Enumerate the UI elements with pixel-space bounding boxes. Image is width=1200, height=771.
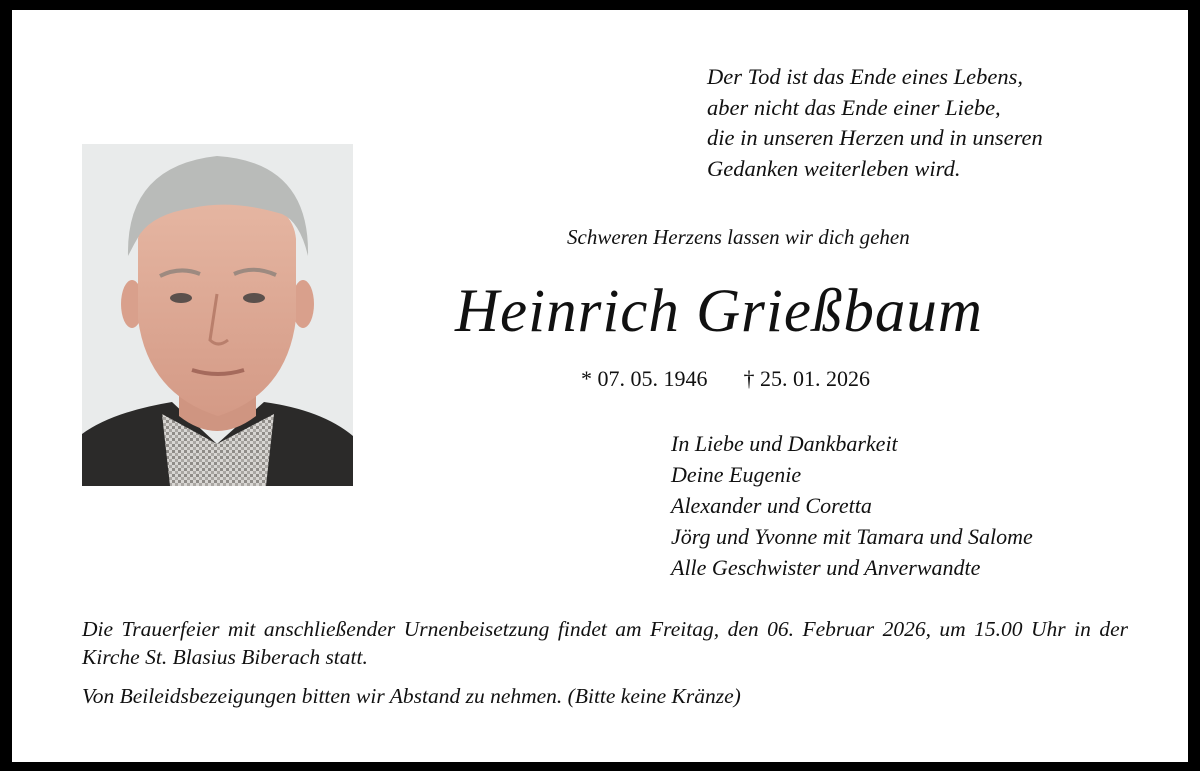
- service-announcement: Die Trauerfeier mit anschließender Urnenbeisetzung findet am Freitag, den 06. Februar 2026, um 15.00 Uhr in der Kirche St. Blasius Biberach statt.: [82, 617, 1128, 669]
- mourner-line: In Liebe und Dankbarkeit: [671, 431, 898, 456]
- mourner-line: Alle Geschwister und Anverwandte: [671, 555, 981, 580]
- quote-line: die in unseren Herzen und in unseren: [707, 125, 1043, 150]
- memorial-quote: [707, 62, 1043, 184]
- mourner-line: Alexander und Coretta: [671, 493, 872, 518]
- quote-line: aber nicht das Ende einer Liebe,: [707, 94, 1001, 120]
- deceased-name: Heinrich Grießbaum: [455, 278, 983, 345]
- mourners-list: [671, 428, 1033, 583]
- birth-date: * 07. 05. 1946: [581, 366, 708, 391]
- death-date: † 25. 01. 2026: [743, 366, 870, 391]
- mourner-line: Deine Eugenie: [671, 462, 802, 487]
- obituary-card: [12, 10, 1188, 762]
- condolence-note: Von Beileidsbezeigungen bitten wir Abstand zu nehmen. (Bitte keine Kränze): [82, 684, 741, 708]
- portrait-photo: [82, 144, 353, 486]
- quote-line: Gedanken weiterleben wird.: [707, 155, 961, 181]
- life-dates: [581, 366, 870, 392]
- mourner-line: Jörg und Yvonne mit Tamara und Salome: [671, 524, 1033, 549]
- quote-line: Der Tod ist das Ende eines Lebens,: [707, 64, 1024, 89]
- intro-line: Schweren Herzens lassen wir dich gehen: [567, 225, 910, 249]
